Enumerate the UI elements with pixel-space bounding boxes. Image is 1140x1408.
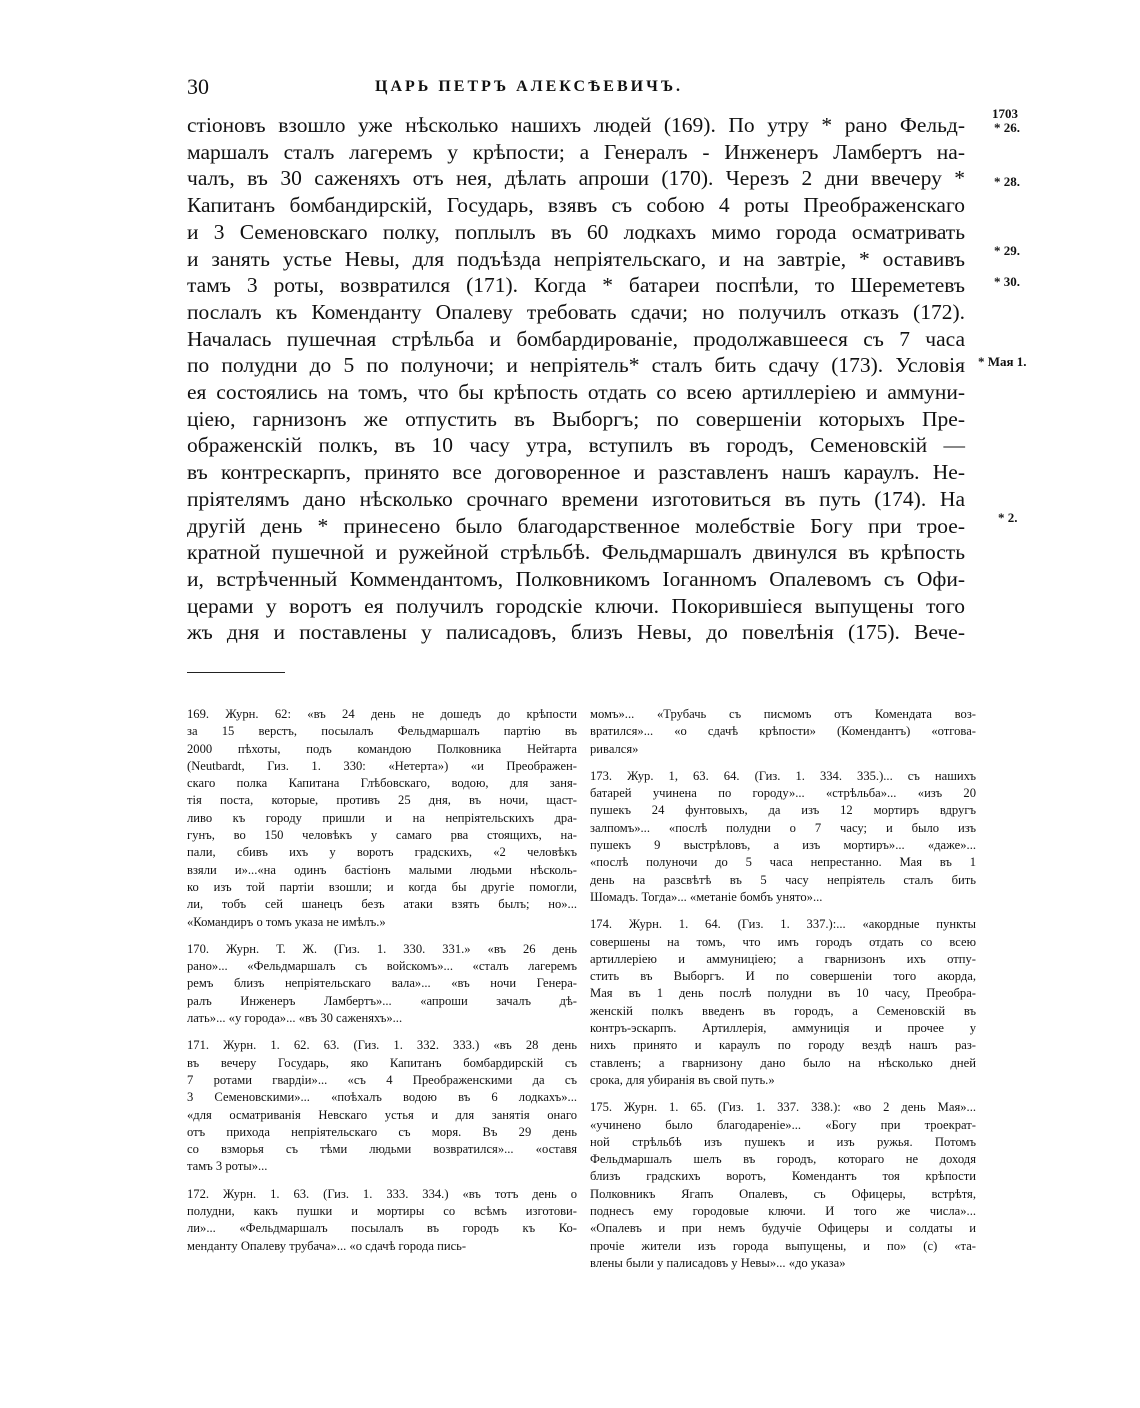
footnote-line: артиллеріею и аммуниціею; а гварнизонъ ихъ отпу- [590, 951, 976, 966]
footnote [187, 941, 577, 1027]
footnote-line: 171. Журн. 1. 62. 63. (Гиз. 1. 332. 333.) «въ 28 день [187, 1038, 577, 1053]
main-text-line: Началась пушечная стрѣльба и бомбардированіе, продолжавшееся съ 7 часа [187, 326, 965, 351]
running-title: ЦАРЬ ПЕТРЪ АЛЕКСѢЕВИЧЪ. [375, 78, 684, 95]
main-text-line: послалъ къ Коменданту Опалеву требовать сдачи; но получилъ отказъ (172). [187, 299, 965, 324]
footnotes-right-column [590, 706, 976, 1282]
margin-date-note: * Мая 1. [978, 354, 1027, 369]
main-text-line: въ контрескарпъ, принято все договоренное и разставленъ нашъ караулъ. Не- [187, 460, 965, 485]
footnote [187, 1037, 577, 1175]
footnote-line: «для осматриванія Невскаго устья и для занятія онаго [187, 1107, 577, 1122]
footnote-line: скаго полка Капитана Глѣбовскаго, водою, для заня- [187, 776, 577, 791]
footnote [590, 916, 976, 1089]
main-text-line: ображенскій полкъ, въ 10 часу утра, вступилъ въ городъ, Семеновскій — [187, 433, 965, 458]
page-number: 30 [187, 74, 209, 99]
main-text-line: ціею, гарнизонъ же отпустить въ Выборгъ; по совершеніи которыхъ Пре- [187, 406, 965, 431]
main-text-line: стіоновъ взошло уже нѣсколько нашихъ людей (169). По утру * рано Фельд- [187, 113, 965, 137]
footnote [590, 1099, 976, 1272]
main-text-body [187, 112, 965, 646]
margin-date-note: * 30. [994, 274, 1020, 289]
main-text-line: и 3 Семеновскаго полку, поплылъ въ 60 лодкахъ мимо города осматривать [187, 219, 965, 244]
footnote-line: за 15 верстъ, посылалъ Фельдмаршалъ партію въ [187, 724, 577, 739]
footnote-line: нихъ принято и караулъ по городу вездѣ нашъ раз- [590, 1038, 976, 1053]
footnote-line: 175. Журн. 1. 65. (Гиз. 1. 337. 338.): «во 2 день Мая»... [590, 1100, 976, 1115]
footnote-line: отъ прихода непріятельскаго съ моря. Въ 29 день [187, 1124, 577, 1139]
footnote-line: ной стрѣльбѣ изъ пушекъ и изъ ружья. Потомъ [590, 1134, 976, 1149]
main-text-line: ея состоялись на томъ, что бы крѣпость отдать со всею артиллеріею и аммуни- [187, 380, 965, 405]
footnote-line: совершены на томъ, что имъ городъ отдать со всею [590, 934, 976, 949]
footnote-line: ливо къ городу пришли и на непріятельскихъ дра- [187, 810, 577, 825]
footnote-line: 174. Журн. 1. 64. (Гиз. 1. 337.):... «акордные пункты [590, 917, 976, 932]
footnote-line: 172. Журн. 1. 63. (Гиз. 1. 333. 334.) «въ тотъ день о [187, 1186, 577, 1201]
footnote-line: пушекъ 24 фунтовыхъ, да изъ 12 мортиръ вдругъ [590, 803, 976, 818]
footnote-line: стить въ Выборгъ. И по совершеніи того акорда, [590, 969, 976, 984]
footnote-line: Фельдмаршалъ шелъ въ городъ, котораго не доходя [590, 1152, 976, 1167]
footnote-line: полудни, какъ пушки и мортиры со всѣмъ изготови- [187, 1204, 577, 1219]
main-text-line: и, встрѣченный Коммендантомъ, Полковникомъ Іоганномъ Опалевомъ съ Офи- [187, 566, 965, 591]
footnote-line: 7 ротами гвардіи»... «съ 4 Преображенскими да съ [187, 1072, 577, 1087]
footnote-line: ралъ Инженеръ Ламбертъ»... «апроши зачалъ дѣ- [187, 993, 577, 1008]
margin-date-note: * 29. [994, 243, 1020, 258]
main-text-line: маршалъ сталъ лагеремъ у крѣпости; а Генералъ - Инженеръ Ламбертъ на- [187, 139, 965, 164]
main-text-line: тамъ 3 роты, возвратился (171). Когда * батареи поспѣли, то Шереметевъ [187, 273, 965, 298]
main-text-line: жъ дня и поставлены у палисадовъ, близъ Невы, до повелѣнія (175). Вече- [187, 620, 965, 645]
main-text-line: пріятелямъ дано нѣсколько срочнаго времени изготовиться въ путь (174). На [187, 486, 965, 511]
footnote-line: «послѣ полуночи до 5 часа непрестанно. Мая въ 1 [590, 855, 976, 870]
footnote-line: ривался» [590, 741, 639, 756]
footnote-line: контръ-эскарпъ. Артиллерія, аммуниція и прочее у [590, 1021, 976, 1036]
footnote-line: со взморья съ тѣми людьми возвратился»... «оставя [187, 1142, 577, 1157]
margin-date-note: * 26. [994, 120, 1020, 135]
footnote-separator-rule [187, 672, 285, 673]
footnote [187, 1186, 577, 1255]
footnote-line: ремъ близъ непріятельскаго вала»... «въ ночи Генера- [187, 976, 577, 991]
footnote-line: влены были у палисадовъ у Невы»... «до указа» [590, 1255, 846, 1270]
footnote-line: (Neutbardt, Гиз. 1. 330: «Нетерта») «и Преображен- [187, 758, 577, 773]
footnote-line: менданту Опалеву трубача»... «о сдачѣ города пись- [187, 1238, 467, 1253]
footnote-line: гунъ, во 150 человѣкъ у самаго рва стоящихъ, на- [187, 828, 577, 843]
footnote-line: залпомъ»... «послѣ полудни о 7 часу; и было изъ [590, 820, 976, 835]
main-text-line: и занять устье Невы, для подъѣзда непріятельскаго, и на завтріе, * оставивъ [187, 246, 965, 271]
main-text-line: Капитанъ бомбандирскій, Государь, взявъ съ собою 4 роты Преображенскаго [187, 193, 965, 218]
main-text-line: кратной пушечной и ружейной стрѣльбѣ. Фельдмаршалъ двинулся въ крѣпость [187, 540, 965, 565]
footnote-line: Шомадъ. Тогда»... «метаніе бомбъ унято»... [590, 889, 823, 904]
footnote-line: батарей учинена по городу»... «стрѣльба»... «изъ 20 [590, 786, 976, 801]
footnote-line: ставленъ; а гварнизону дано было на нѣсколько дней [590, 1055, 976, 1070]
footnote-line: Полковникъ Ягапъ Опалевъ, съ Офицеры, встрѣтя, [590, 1186, 976, 1201]
main-text-line: чалъ, въ 30 саженяхъ отъ нея, дѣлать апроши (170). Черезъ 2 дни ввечеру * [187, 166, 965, 191]
footnote-line: прочіе жители изъ города выпущены, и по» (с) «та- [590, 1238, 976, 1253]
footnotes-left-column [187, 706, 577, 1265]
footnote-line: тія поста, которые, противъ 25 дня, въ ночи, щаст- [187, 793, 577, 808]
main-text-line: по полудни до 5 по полуночи; и непріятель* сталъ бить сдачу (173). Условія [187, 353, 965, 378]
margin-date-note: * 28. [994, 174, 1020, 189]
margin-date-note: * 2. [998, 510, 1018, 525]
footnote-line: ко изъ той партіи взошли; и когда бы другіе помогли, [187, 879, 577, 894]
footnote [590, 768, 976, 906]
footnote-line: близъ градскихъ воротъ, Комендантъ тоя крѣпости [590, 1169, 976, 1184]
footnote-line: «Опалевъ и при немъ будучіе Офицеры и солдаты и [590, 1221, 976, 1236]
footnote-line: пали, сбивъ ихъ у воротъ градскихъ, «2 человѣкъ [187, 845, 577, 860]
footnote-line: 170. Журн. Т. Ж. (Гиз. 1. 330. 331.» «въ 26 день [187, 941, 577, 956]
margin-date-note: 1703 [992, 106, 1018, 121]
main-text-line: церами у воротъ ея получилъ городскіе ключи. Покорившіеся выпущены того [187, 593, 965, 618]
footnote-line: пушекъ 9 выстрѣловъ, а изъ мортиръ»... «даже»... [590, 838, 976, 853]
footnote-line: поднесъ ему городовые ключи. И того же числа»... [590, 1204, 976, 1219]
footnote-line: 173. Жур. 1, 63. 64. (Гиз. 1. 334. 335.)... съ нашихъ [590, 768, 976, 783]
footnote-line: взяли и»...«на одинъ бастіонъ малыми людьми нѣсколь- [187, 862, 577, 877]
footnote-line: 169. Журн. 62: «въ 24 день не дошедъ до крѣпости [187, 707, 577, 721]
footnote-line: тамъ 3 роты»... [187, 1159, 268, 1174]
footnote-line: момъ»... «Трубачь съ писмомъ отъ Комендата воз- [590, 707, 976, 721]
footnote-line: «Командиръ о томъ указа не имѣлъ.» [187, 914, 386, 929]
footnote-line: ли»... «Фельдмаршалъ посылалъ въ городъ къ Ко- [187, 1221, 577, 1236]
footnote-line: въ вечеру Государь, яко Капитанъ бомбардирскій съ [187, 1055, 577, 1070]
footnote-line: 2000 пѣхоты, подъ командою Полковника Нейтарта [187, 741, 577, 756]
footnote-line: день на разсвѣтѣ въ 5 часу непріятель сталъ бить [590, 872, 976, 887]
footnote-line: срока, для убиранія въ свой путь.» [590, 1072, 775, 1087]
footnote-line: женскій полкъ введенъ въ городъ, а Семеновскій въ [590, 1003, 976, 1018]
footnote-line: лать»... «у города»... «въ 30 саженяхъ»... [187, 1011, 403, 1026]
main-text-line: другій день * принесено было благодарственное молебствіе Богу при трое- [187, 513, 965, 538]
footnote-line: ли, тобъ сей шанецъ безъ атаки взять былъ; но»... [187, 897, 577, 912]
footnote-line: 3 Семеновскими»... «поѣхалъ водою въ 6 лодкахъ»... [187, 1090, 577, 1105]
footnote [590, 706, 976, 758]
footnote-line: Мая въ 1 день послѣ полудни въ 10 часу, Преобра- [590, 986, 976, 1001]
footnote-line: вратился»... «о сдачѣ крѣпости» (Комендантъ) «отгова- [590, 724, 976, 739]
footnote-line: рано»... «Фельдмаршалъ съ войскомъ»... «сталъ лагеремъ [187, 959, 577, 974]
footnote [187, 706, 577, 931]
footnote-line: «учинено было благодареніе»... «Богу при троекрат- [590, 1117, 976, 1132]
